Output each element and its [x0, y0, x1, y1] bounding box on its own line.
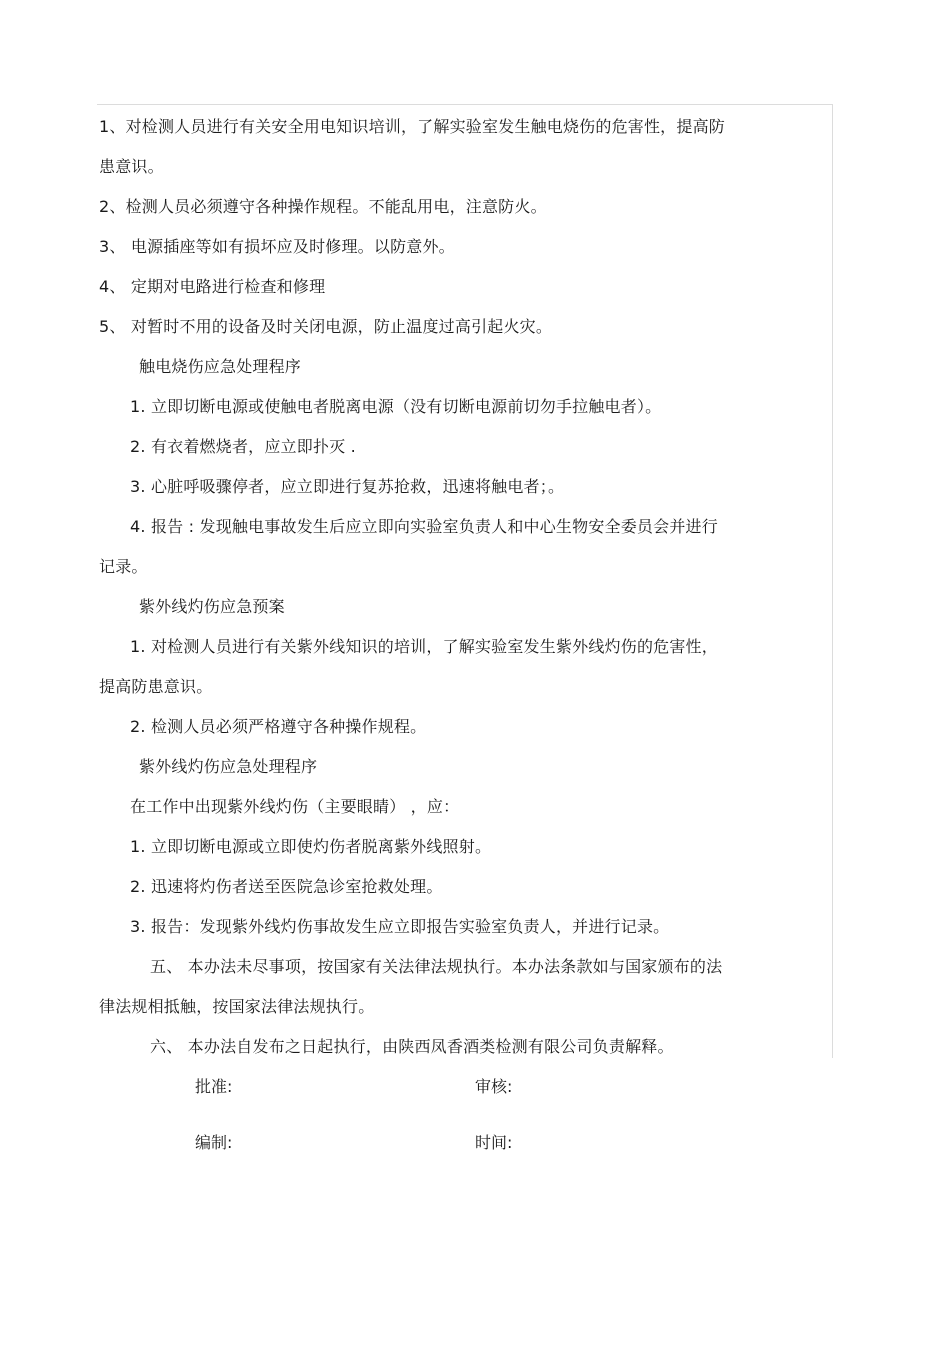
text-line: 六、 本办法自发布之日起执行，由陕西凤香酒类检测有限公司负责解释。 [150, 1037, 674, 1056]
text-line: 1. 立即切断电源或立即使灼伤者脱离紫外线照射。 [130, 837, 492, 856]
signature-time-label: 时间: [475, 1133, 513, 1152]
text-line: 2. 有衣着燃烧者，应立即扑灭 . [130, 437, 356, 456]
signature-compile-label: 编制: [195, 1133, 233, 1152]
text-line: 患意识。 [99, 157, 164, 176]
text-line: 五、 本办法未尽事项，按国家有关法律法规执行。本办法条款如与国家颁布的法 [150, 957, 723, 976]
text-line: 3. 报告：发现紫外线灼伤事故发生应立即报告实验室负责人，并进行记录。 [130, 917, 670, 936]
text-line: 2. 检测人员必须严格遵守各种操作规程。 [130, 717, 427, 736]
section-heading: 紫外线灼伤应急处理程序 [139, 757, 318, 776]
signature-approve-label: 批准: [195, 1077, 233, 1096]
text-line: 提高防患意识。 [99, 677, 213, 696]
text-line: 在工作中出现紫外线灼伤（主要眼睛） ，应： [130, 797, 460, 816]
text-line: 1. 立即切断电源或使触电者脱离电源（没有切断电源前切勿手拉触电者）。 [130, 397, 662, 416]
text-line: 4、 定期对电路进行检查和修理 [99, 277, 326, 296]
text-line: 律法规相抵触，按国家法律法规执行。 [99, 997, 375, 1016]
text-line: 1. 对检测人员进行有关紫外线知识的培训，了解实验室发生紫外线灼伤的危害性， [130, 637, 718, 656]
text-line: 记录。 [99, 557, 148, 576]
section-heading: 紫外线灼伤应急预案 [139, 597, 285, 616]
text-line: 5、 对暂时不用的设备及时关闭电源，防止温度过高引起火灾。 [99, 317, 553, 336]
text-line: 3. 心脏呼吸骤停者，应立即进行复苏抢救，迅速将触电者；。 [130, 477, 565, 496]
text-line: 2. 迅速将灼伤者送至医院急诊室抢救处理。 [130, 877, 443, 896]
text-line: 1、对检测人员进行有关安全用电知识培训，了解实验室发生触电烧伤的危害性，提高防 [99, 117, 725, 136]
signature-review-label: 审核: [475, 1077, 513, 1096]
section-heading: 触电烧伤应急处理程序 [139, 357, 302, 376]
text-line: 4. 报告 : 发现触电事故发生后应立即向实验室负责人和中心生物安全委员会并进行 [130, 517, 718, 536]
text-line: 3、 电源插座等如有损坏应及时修理。以防意外。 [99, 237, 455, 256]
text-line: 2、检测人员必须遵守各种操作规程。不能乱用电，注意防火。 [99, 197, 547, 216]
